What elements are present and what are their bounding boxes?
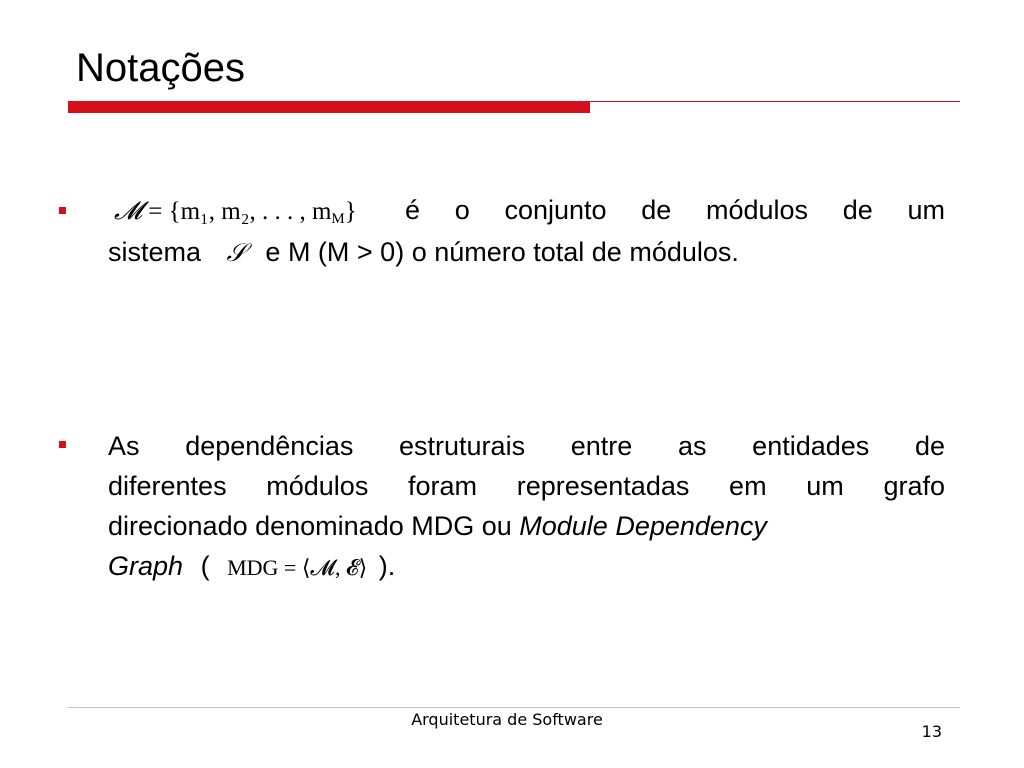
- bullet-1-line-2: [108, 232, 945, 273]
- bullet-1-line-1: [108, 190, 945, 232]
- footer-title: Arquitetura de Software: [411, 710, 603, 729]
- bullet-1-paragraph: [108, 190, 945, 273]
- system-symbol: 𝒮: [226, 238, 246, 267]
- bullet-2-line-1: As dependências estruturais entre as entidades de: [108, 431, 945, 461]
- mdg-formula: MDG = ⟨𝓜, 𝓔⟩: [227, 555, 368, 580]
- bullet-2-line-3: direcionado denominado MDG ou Module Dependency: [108, 511, 767, 541]
- bullet-1-text-c: e M (M > 0) o número total de módulos.: [265, 237, 739, 267]
- bullet-2-line-2: diferentes módulos foram representadas em um grafo: [108, 471, 945, 501]
- footer-divider: [68, 707, 960, 708]
- bullet-1-text-a: é o conjunto de módulos de um: [405, 195, 945, 225]
- module-set-formula: 𝓜 = {m₁, m₂, . . . , $m_M$}: [114, 196, 357, 227]
- module-dependency-italic: Module Dependency: [519, 511, 767, 541]
- bullet-2-paragraph: [108, 426, 945, 588]
- title-underline-thick: [68, 101, 590, 113]
- bullet-marker-1: [59, 207, 66, 214]
- slide-title: Notações: [76, 46, 245, 90]
- bullet-marker-2: [59, 441, 66, 448]
- bullet-1-text-b: sistema: [108, 237, 202, 267]
- page-number: 13: [921, 722, 942, 741]
- graph-italic: Graph: [108, 551, 184, 581]
- title-underline-thin: [590, 101, 960, 102]
- bullet-2-line-4: Graph ( MDG = ⟨𝓜, 𝓔⟩ ).: [108, 551, 396, 581]
